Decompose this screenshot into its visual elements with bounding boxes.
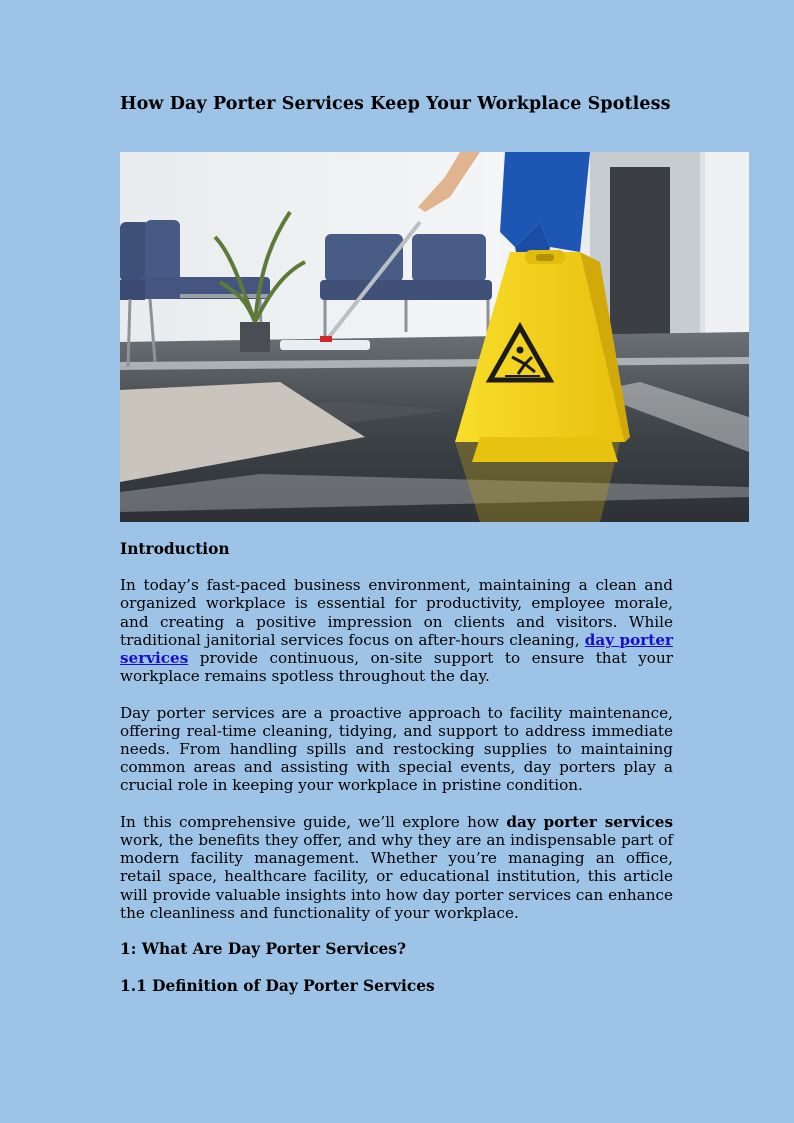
p1-text-before: In today’s fast-paced business environment, maintaining a clean and organized workplace is essential for productivity, employee morale, and creating a positive impression on clients and visitors. While traditional janitorial services focus on after-hours cleaning, (120, 576, 673, 649)
intro-paragraph-1 (120, 576, 673, 685)
p1-text-after: provide continuous, on-site support to ensure that your workplace remains spotless throughout the day. (120, 649, 673, 686)
section-1-heading: 1: What Are Day Porter Services? (120, 940, 407, 959)
section-1-1-heading: 1.1 Definition of Day Porter Services (120, 976, 435, 995)
article-body (120, 540, 673, 1014)
p3-text-before: In this comprehensive guide, we’ll explore how (120, 812, 507, 831)
day-porter-services-link[interactable]: day porter services (120, 630, 673, 668)
p3-bold-term: day porter services (506, 812, 674, 831)
intro-paragraph-3 (120, 813, 673, 922)
p3-text-after: work, the benefits they offer, and why they are an indispensable part of modern facility management. Whether you’re managing an office, retail space, healthcare facility, or educational institution, this article will provide valuable insights into how day porter services can enhance the cleanliness and functionality of your workplace. (120, 831, 673, 922)
document-title: How Day Porter Services Keep Your Workplace Spotless (120, 94, 671, 114)
intro-heading: Introduction (120, 540, 230, 558)
hero-image (120, 152, 749, 522)
intro-paragraph-2: Day porter services are a proactive approach to facility maintenance, offering real-time cleaning, tidying, and support to address immediate needs. From handling spills and restocking supplies to maintaining common areas and assisting with special events, day porters play a crucial role in keeping your workplace in pristine condition. (120, 703, 673, 795)
